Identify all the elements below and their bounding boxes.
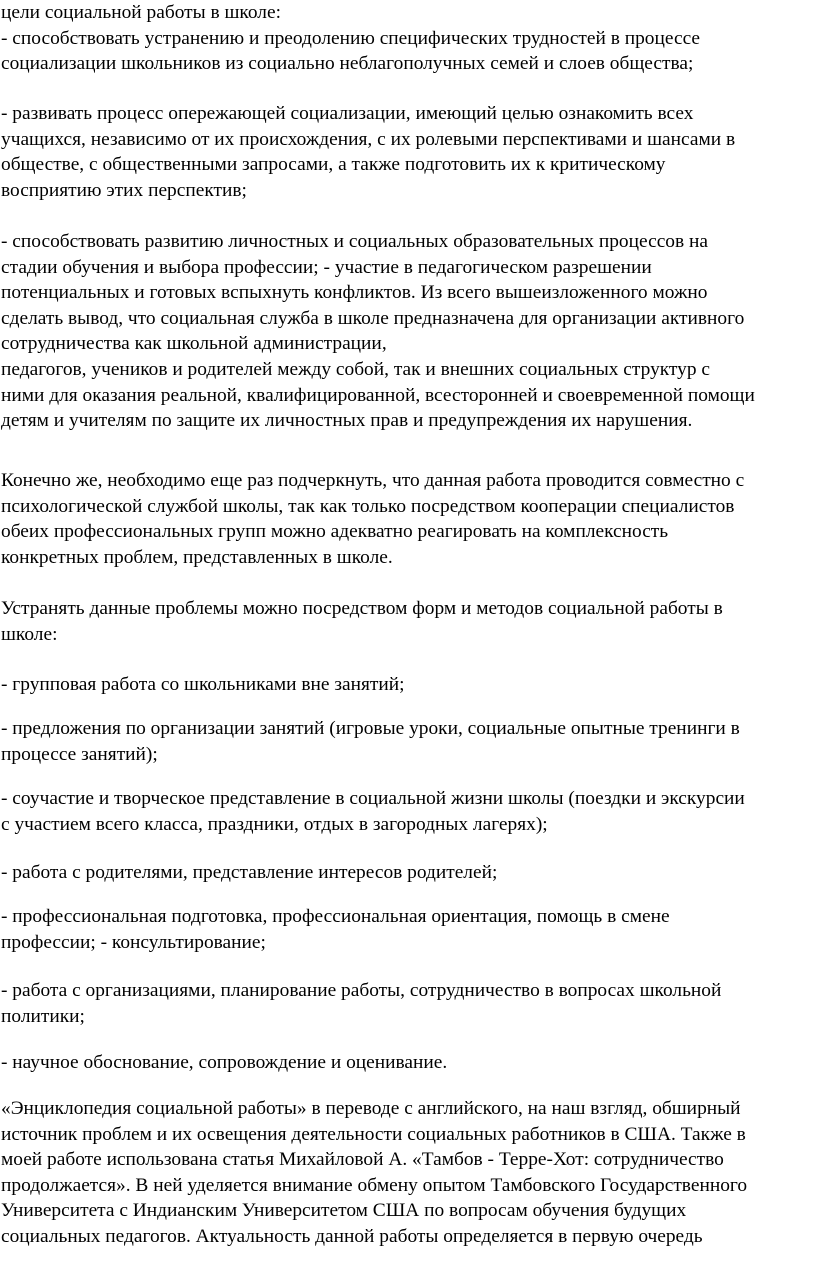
list-item-scientific-basis <box>1 1050 813 1076</box>
text-line: ними для оказания реальной, квалифицированной, всесторонней и своевременной помощи <box>1 384 755 406</box>
text-line: педагогов, учеников и родителей между собой, так и внешних социальных структур с <box>1 358 710 380</box>
text-line: - способствовать развитию личностных и социальных образовательных процессов на <box>1 231 708 252</box>
text-line: учащихся, независимо от их происхождения, с их ролевыми перспективами и шансами в <box>1 128 736 150</box>
list-item-organizations <box>1 978 813 1029</box>
text-line: конкретных проблем, представленных в школе. <box>1 546 393 568</box>
text-line: Конечно же, необходимо еще раз подчеркнуть, что данная работа проводится совместно с <box>1 470 745 491</box>
text-line: с участием всего класса, праздники, отдых в загородных лагерях); <box>1 813 548 835</box>
list-item-social-life <box>1 786 813 837</box>
text-line: - развивать процесс опережающей социализации, имеющий целью ознакомить всех <box>1 103 694 124</box>
text-line: Университета с Индианским Университетом США по вопросам обучения будущих <box>1 1200 687 1222</box>
list-item-lesson-organization <box>1 716 813 767</box>
paragraph-psychological-service <box>1 468 813 570</box>
text-line: «Энциклопедия социальной работы» в переводе с английского, на наш взгляд, обширный <box>1 1098 741 1119</box>
list-item-parents <box>1 860 813 886</box>
text-line: - предложения по организации занятий (игровые уроки, социальные опытные тренинги в <box>1 718 740 739</box>
text-line: процессе занятий); <box>1 743 158 765</box>
text-line: - соучастие и творческое представление в социальной жизни школы (поездки и экскурсии <box>1 788 745 809</box>
text-line: цели социальной работы в школе: <box>1 2 281 23</box>
text-line: Устранять данные проблемы можно посредством форм и методов социальной работы в <box>1 598 723 619</box>
text-line: социальных педагогов. Актуальность данной работы определяется в первую очередь <box>1 1225 703 1247</box>
text-line: школе: <box>1 623 58 645</box>
text-line: - научное обоснование, сопровождение и оценивание. <box>1 1052 448 1073</box>
text-line: - групповая работа со школьниками вне занятий; <box>1 674 405 695</box>
text-line: - профессиональная подготовка, профессиональная ориентация, помощь в смене <box>1 906 670 927</box>
text-line: продолжается». В ней уделяется внимание обмену опытом Тамбовского Государственного <box>1 1174 748 1196</box>
list-item-professional-training <box>1 904 813 955</box>
text-line: психологической службой школы, так как только посредством кооперации специалистов <box>1 495 735 517</box>
paragraph-advance-socialization <box>1 101 813 203</box>
text-line: сделать вывод, что социальная служба в школе предназначена для организации активного <box>1 307 745 329</box>
text-line: - работа с родителями, представление интересов родителей; <box>1 862 498 883</box>
text-line: политики; <box>1 1005 85 1027</box>
paragraph-forms-and-methods <box>1 596 813 647</box>
text-line: - способствовать устранению и преодолению специфических трудностей в процессе <box>1 27 701 49</box>
text-line: социализации школьников из социально неблагополучных семей и слоев общества; <box>1 53 694 75</box>
list-item-group-work <box>1 672 813 698</box>
text-line: обществе, с общественными запросами, а также подготовить их к критическому <box>1 154 666 176</box>
text-line: детям и учителям по защите их личностных прав и предупреждения их нарушения. <box>1 410 693 432</box>
text-line: обеих профессиональных групп можно адекватно реагировать на комплексность <box>1 521 669 543</box>
paragraph-encyclopedia-sources <box>1 1096 813 1250</box>
text-line: потенциальных и готовых вспыхнуть конфликтов. Из всего вышеизложенного можно <box>1 282 708 304</box>
text-line: источник проблем и их освещения деятельности социальных работников в США. Также в <box>1 1123 746 1145</box>
text-line: профессии; - консультирование; <box>1 931 266 953</box>
paragraph-personal-development <box>1 229 813 434</box>
text-line: стадии обучения и выбора профессии; - участие в педагогическом разрешении <box>1 256 652 278</box>
text-line: сотрудничества как школьной администрации, <box>1 333 387 355</box>
text-line: - работа с организациями, планирование работы, сотрудничество в вопросах школьной <box>1 980 722 1001</box>
text-line: моей работе использована статья Михайловой А. «Тамбов - Терре-Хот: сотрудничество <box>1 1149 724 1171</box>
text-line: восприятию этих перспектив; <box>1 179 247 201</box>
paragraph-school-goals-intro <box>1 0 813 77</box>
